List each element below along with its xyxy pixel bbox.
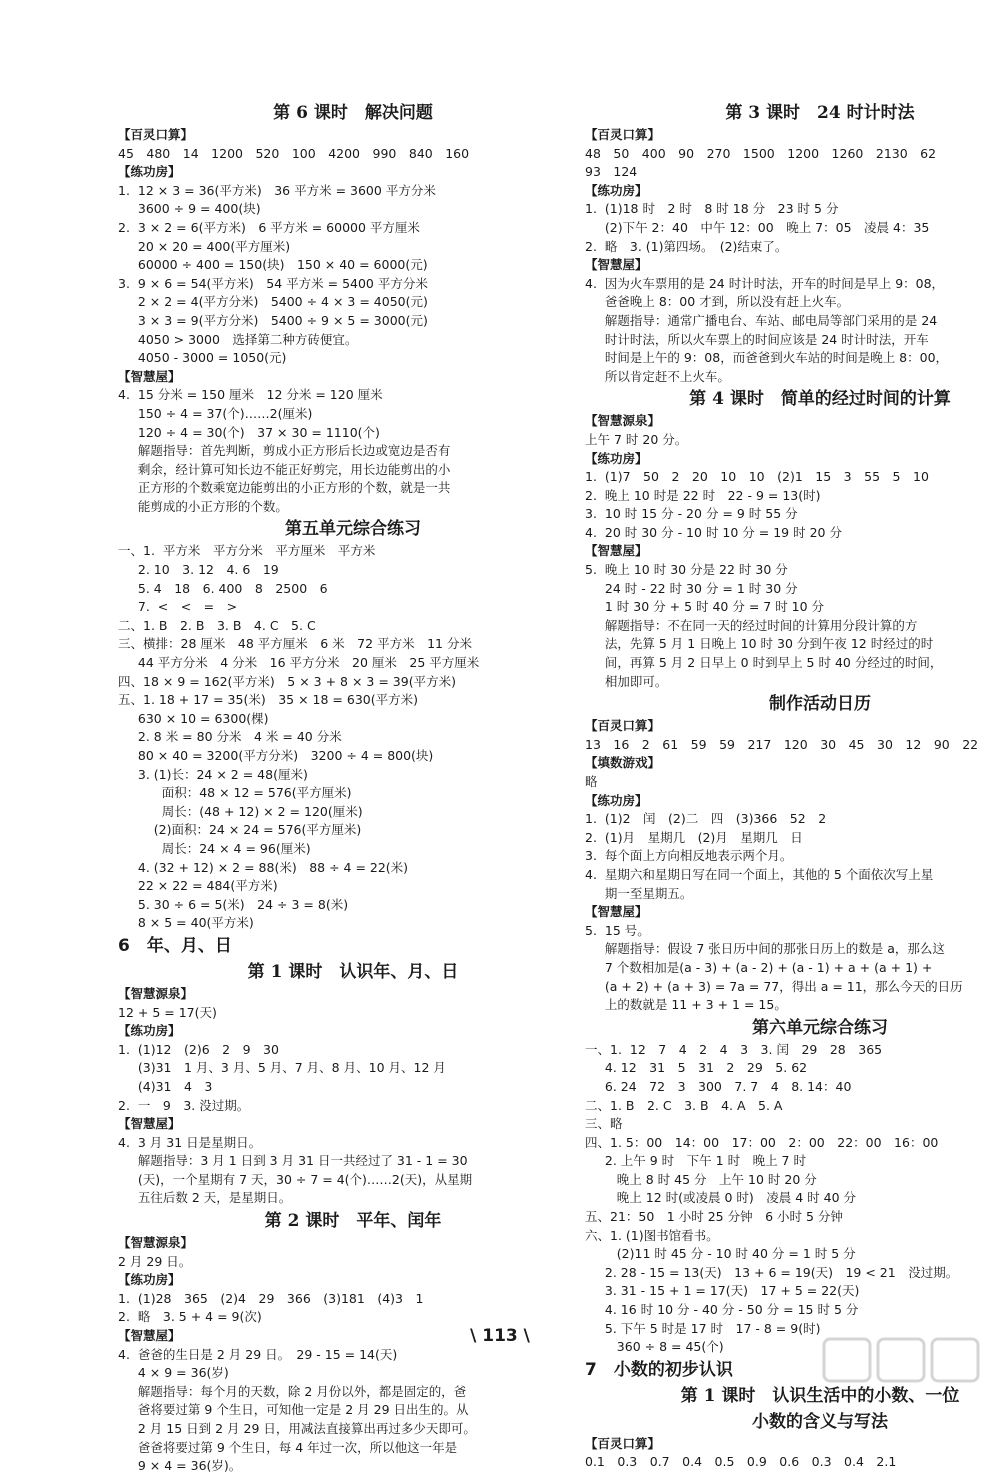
answer-line: (2)面积：24 × 24 = 576(平方厘米) [118, 822, 362, 838]
section-label: 【智慧屋】 [118, 1328, 181, 1344]
answer-line: 晚上 12 时(或凌晨 0 时) 凌晨 4 时 40 分 [585, 1190, 857, 1206]
answer-line: 2. (1)月 星期几 (2)月 星期几 日 [585, 829, 803, 845]
section-label: 【智慧源泉】 [118, 1235, 194, 1251]
lesson-title: 第 6 课时 解决问题 [273, 103, 433, 123]
lesson-title: 第 4 课时 简单的经过时间的计算 [689, 389, 951, 410]
lesson-title: 第六单元综合练习 [752, 1017, 888, 1038]
answer-line: 4. 星期六和星期日写在同一个面上，其他的 5 个面依次写上星 [585, 866, 934, 882]
answer-line: 24 时 - 22 时 30 分 = 1 时 30 分 [585, 580, 798, 596]
section-label: 【百灵口算】 [585, 127, 661, 142]
lesson-title: 第五单元综合练习 [285, 519, 421, 540]
section-label: 【百灵口算】 [118, 127, 194, 142]
page-number: \ 113 \ [470, 1326, 530, 1346]
answer-line: 2. 晚上 10 时是 22 时 22 - 9 = 13(时) [585, 487, 821, 503]
answer-line: 1. (1)18 时 2 时 8 时 18 分 23 时 5 分 [585, 201, 839, 217]
answer-line: 48 50 400 90 270 1500 1200 1260 2130 62 [585, 145, 937, 161]
answer-line: 期一至星期五。 [585, 885, 693, 901]
answer-line: 60000 ÷ 400 = 150(块) 150 × 40 = 6000(元) [118, 257, 428, 273]
answer-line: 周长：24 × 4 = 96(厘米) [118, 840, 311, 856]
answer-line: 周长：(48 + 12) × 2 = 120(厘米) [118, 803, 363, 819]
answer-line: (3)31 1 月、3 月、5 月、7 月、8 月、10 月、12 月 [118, 1060, 446, 1076]
section-label: 【智慧屋】 [585, 904, 648, 920]
answer-line: 时计时法，所以火车票上的时间应该是 24 时计时法，开车 [585, 331, 929, 347]
answer-line: 4. 15 分米 = 150 厘米 12 分米 = 120 厘米 [118, 387, 383, 403]
answer-line: 22 × 22 = 484(平方米) [118, 878, 278, 894]
answer-line: (4)31 4 3 [118, 1078, 213, 1094]
answer-line: 二、1. B 2. C 3. B 4. A 5. A [585, 1097, 783, 1113]
answer-line: 2. 28 - 15 = 13(天) 13 + 6 = 19(天) 19 < 21 没过期。 [585, 1264, 959, 1280]
answer-line: 爸爸晚上 8：00 才到，所以没有赶上火车。 [585, 294, 850, 310]
answer-line: 4. 因为火车票用的是 24 时计时法，开车的时间是早上 9：08， [585, 275, 945, 291]
answer-line: 3. 每个面上方向相反地表示两个月。 [585, 848, 793, 864]
lesson-title: 制作活动日历 [769, 694, 871, 715]
section-label: 【练功房】 [118, 1023, 181, 1039]
answer-line: 2. 一 9 3. 没过期。 [118, 1097, 250, 1113]
answer-line: 3600 ÷ 9 = 400(块) [118, 201, 261, 217]
watermark-logo [820, 1335, 985, 1407]
answer-line: 45 480 14 1200 520 100 4200 990 840 160 [118, 145, 470, 161]
section-label: 【智慧源泉】 [118, 985, 194, 1001]
answer-line: 4. 20 时 30 分 - 10 时 10 分 = 19 时 20 分 [585, 524, 842, 540]
lesson-title: 第 1 课时 认识年、月、日 [247, 961, 459, 982]
answer-line: 解题指导：首先判断，剪成小正方形后长边或宽边是否有 [118, 443, 451, 459]
answer-line: 一、1. 平方米 平方分米 平方厘米 平方米 [118, 543, 376, 559]
answer-line: 爸爸将要过第 9 个生日，每 4 年过一次，所以他这一年是 [118, 1439, 458, 1455]
answer-line: 法，先算 5 月 1 日晚上 10 时 30 分到午夜 12 时经过的时 [585, 636, 934, 652]
answer-line: 间，再算 5 月 2 日早上 0 时到早上 5 时 40 分经过的时间， [585, 655, 943, 671]
answer-line: 2 月 15 日到 2 月 29 日，用减法直接算出再过多少天即可。 [118, 1421, 476, 1436]
answer-line: 5. 下午 5 时是 17 时 17 - 8 = 9(时) [585, 1320, 821, 1336]
section-label: 【练功房】 [118, 164, 181, 180]
answer-line: 4050 - 3000 = 1050(元) [118, 350, 287, 366]
answer-line: 4. (32 + 12) × 2 = 88(米) 88 ÷ 4 = 22(米) [118, 859, 409, 875]
answer-line: 2. 略 3. (1)第四场。 (2)结束了。 [585, 238, 788, 254]
answer-line: 四、18 × 9 = 162(平方米) 5 × 3 + 8 × 3 = 39(平方米) [118, 673, 456, 689]
answer-line: 五、1. 18 + 17 = 35(米) 35 × 18 = 630(平方米) [118, 692, 418, 708]
answer-line: 7 个数相加是(a - 3) + (a - 2) + (a - 1) + a + (a + 1) + [585, 959, 933, 975]
answer-line: 3. 10 时 15 分 - 20 分 = 9 时 55 分 [585, 506, 798, 522]
answer-line: 解题指导：3 月 1 日到 3 月 31 日一共经过了 31 - 1 = 30 [118, 1153, 468, 1169]
section-label: 【智慧屋】 [118, 1116, 181, 1132]
answer-line: 1. (1)2 闰 (2)二 四 (3)366 52 2 [585, 811, 827, 827]
answer-line: 630 × 10 = 6300(棵) [118, 710, 269, 726]
section-label: 【练功房】 [585, 792, 648, 808]
answer-line: 4. 3 月 31 日是星期日。 [118, 1134, 262, 1150]
answer-line: 7. < < = > [118, 599, 238, 615]
lesson-title: 小数的含义与写法 [752, 1411, 888, 1432]
answer-line: 剩余，经计算可知长边不能正好剪完，用长边能剪出的小 [118, 461, 451, 477]
right-column [585, 100, 1000, 1472]
answer-line: (2)下午 2：40 中午 12：00 晚上 7：05 凌晨 4：35 [585, 219, 930, 235]
answer-line: 能剪成的小正方形的个数。 [118, 498, 288, 514]
answer-line: 4050 > 3000 选择第二种方砖便宜。 [118, 331, 358, 347]
answer-line: 3. (1)长：24 × 2 = 48(厘米) [118, 766, 308, 782]
answer-line: 13 16 2 61 59 59 217 120 30 45 30 12 90 22 [585, 736, 979, 752]
section-label: 【百灵口算】 [585, 1435, 661, 1451]
answer-line: 时间是上午的 9：08，而爸爸到火车站的时间是晚上 8：00， [585, 350, 949, 366]
answer-line: 4. 12 31 5 31 2 29 5. 62 [585, 1060, 808, 1076]
answer-line: 4 × 9 = 36(岁) [118, 1365, 229, 1381]
answer-line: 12 + 5 = 17(天) [118, 1004, 217, 1020]
answer-line: 解题指导：每个月的天数，除 2 月份以外，都是固定的，爸 [118, 1383, 467, 1399]
answer-line: 解题指导：通常广播电台、车站、邮电局等部门采用的是 24 [585, 312, 938, 328]
answer-line: 150 ÷ 4 = 37(个)……2(厘米) [118, 405, 313, 421]
answer-line: 5. 晚上 10 时 30 分是 22 时 30 分 [585, 562, 788, 578]
answer-line: 1. (1)28 365 (2)4 29 366 (3)181 (4)3 1 [118, 1290, 424, 1306]
answer-line: 6. 24 72 3 300 7. 7 4 8. 14：40 [585, 1078, 852, 1094]
answer-line: 上午 7 时 20 分。 [585, 431, 688, 447]
answer-line: (天)，一个星期有 7 天，30 ÷ 7 = 4(个)……2(天)，从星期 [118, 1171, 473, 1187]
answer-line: 三、略 [585, 1116, 623, 1132]
unit-heading: 7 小数的初步认识 [585, 1359, 733, 1380]
answer-line: 解题指导：假设 7 张日历中间的那张日历上的数是 a，那么这 [585, 941, 945, 957]
section-label: 【智慧屋】 [118, 368, 181, 384]
answer-line: 3. 31 - 15 + 1 = 17(天) 17 + 5 = 22(天) [585, 1283, 860, 1299]
answer-line: 360 ÷ 8 = 45(个) [585, 1339, 724, 1355]
answer-line: 2 × 2 = 4(平方分米) 5400 ÷ 4 × 3 = 4050(元) [118, 294, 428, 310]
answer-line: 4. 16 时 10 分 - 40 分 - 50 分 = 15 时 5 分 [585, 1302, 859, 1318]
answer-line: 2. 上午 9 时 下午 1 时 晚上 7 时 [585, 1153, 806, 1169]
answer-line: 1 时 30 分 + 5 时 40 分 = 7 时 10 分 [585, 599, 825, 615]
answer-line: 2. 3 × 2 = 6(平方米) 6 平方米 = 60000 平方厘米 [118, 219, 420, 235]
section-label: 【填数游戏】 [585, 755, 661, 771]
answer-line: 五、21：50 1 小时 25 分钟 6 小时 5 分钟 [585, 1209, 843, 1225]
section-label: 【智慧屋】 [585, 257, 648, 273]
answer-line: 上的数就是 11 + 3 + 1 = 15。 [585, 997, 787, 1013]
answer-line: 1. (1)7 50 2 20 10 10 (2)1 15 3 55 5 10 [585, 469, 929, 485]
section-label: 【练功房】 [585, 182, 648, 198]
answer-line: 一、1. 12 7 4 2 4 3 3. 闰 29 28 365 [585, 1041, 883, 1057]
answer-line: 五往后数 2 天，是星期日。 [118, 1190, 292, 1206]
unit-heading: 6 年、月、日 [118, 935, 232, 956]
answer-line: 3. 9 × 6 = 54(平方米) 54 平方米 = 5400 平方分米 [118, 275, 428, 291]
answer-line: 9 × 4 = 36(岁)。 [118, 1458, 242, 1474]
section-label: 【智慧源泉】 [585, 413, 661, 429]
answer-line: 六、1. (1)图书馆看书。 [585, 1227, 719, 1243]
answer-line: 120 ÷ 4 = 30(个) 37 × 30 = 1110(个) [118, 424, 380, 440]
answer-line: 4. 爸爸的生日是 2 月 29 日。 29 - 15 = 14(天) [118, 1346, 398, 1362]
watermark-graphic [820, 1335, 985, 1407]
answer-line: 2. 8 米 = 80 分米 4 米 = 40 分米 [118, 729, 342, 745]
answer-line: 5. 4 18 6. 400 8 2500 6 [118, 580, 328, 596]
answer-line: 爸将要过第 9 个生日，可知他一定是 2 月 29 日出生的。从 [118, 1402, 469, 1418]
lesson-title: 第 2 课时 平年、闰年 [264, 1211, 442, 1232]
answer-line: 正方形的个数乘宽边能剪出的小正方形的个数，就是一共 [118, 480, 451, 496]
answer-line: 8 × 5 = 40(平方米) [118, 915, 254, 931]
section-label: 【练功房】 [585, 450, 648, 466]
left-column [118, 100, 588, 1476]
answer-line: 二、1. B 2. B 3. B 4. C 5. C [118, 617, 316, 633]
section-label: 【练功房】 [118, 1272, 181, 1288]
answer-line: 0.1 0.3 0.7 0.4 0.5 0.9 0.6 0.3 0.4 2.1 [585, 1454, 897, 1470]
answer-line: 1. (1)12 (2)6 2 9 30 [118, 1041, 279, 1057]
answer-line: 三、横排：28 厘米 48 平方厘米 6 米 72 平方米 11 分米 [118, 636, 472, 652]
section-label: 【智慧屋】 [585, 543, 648, 559]
answer-line: (a + 2) + (a + 3) = 7a = 77，得出 a = 11，那么今天的日历 [585, 978, 963, 994]
answer-line: 2. 略 3. 5 + 4 = 9(次) [118, 1309, 262, 1325]
answer-line: 80 × 40 = 3200(平方分米) 3200 ÷ 4 = 800(块) [118, 748, 434, 763]
answer-line: 1. 12 × 3 = 36(平方米) 36 平方米 = 3600 平方分米 [118, 182, 436, 198]
answer-line: 四、1. 5：00 14：00 17：00 2：00 22：00 16：00 [585, 1134, 939, 1150]
answer-line: 44 平方分米 4 分米 16 平方分米 20 厘米 25 平方厘米 [118, 655, 480, 671]
answer-line: 2. 10 3. 12 4. 6 19 [118, 562, 279, 578]
answer-line: 略 [585, 774, 598, 789]
answer-line: 93 124 [585, 164, 638, 180]
answer-line: 相加即可。 [585, 673, 668, 689]
answer-line: 20 × 20 = 400(平方厘米) [118, 238, 291, 254]
lesson-title: 第 3 课时 24 时计时法 [725, 103, 915, 123]
answer-line: 5. 30 ÷ 6 = 5(米) 24 ÷ 3 = 8(米) [118, 896, 349, 912]
section-label: 【百灵口算】 [585, 718, 661, 734]
answer-line: 3 × 3 = 9(平方分米) 5400 ÷ 9 × 5 = 3000(元) [118, 312, 428, 328]
lesson-title: 第 1 课时 认识生活中的小数、一位 [680, 1385, 960, 1406]
answer-line: 所以肯定赶不上火车。 [585, 368, 730, 384]
answer-line: 晚上 8 时 45 分 上午 10 时 20 分 [585, 1171, 817, 1187]
answer-line: 面积：48 × 12 = 576(平方厘米) [118, 785, 352, 801]
answer-line: (2)11 时 45 分 - 10 时 40 分 = 1 时 5 分 [585, 1246, 856, 1262]
answer-line: 5. 15 号。 [585, 922, 650, 938]
answer-line: 解题指导：不在同一天的经过时间的计算用分段计算的方 [585, 617, 918, 633]
answer-line: 2 月 29 日。 [118, 1253, 192, 1269]
